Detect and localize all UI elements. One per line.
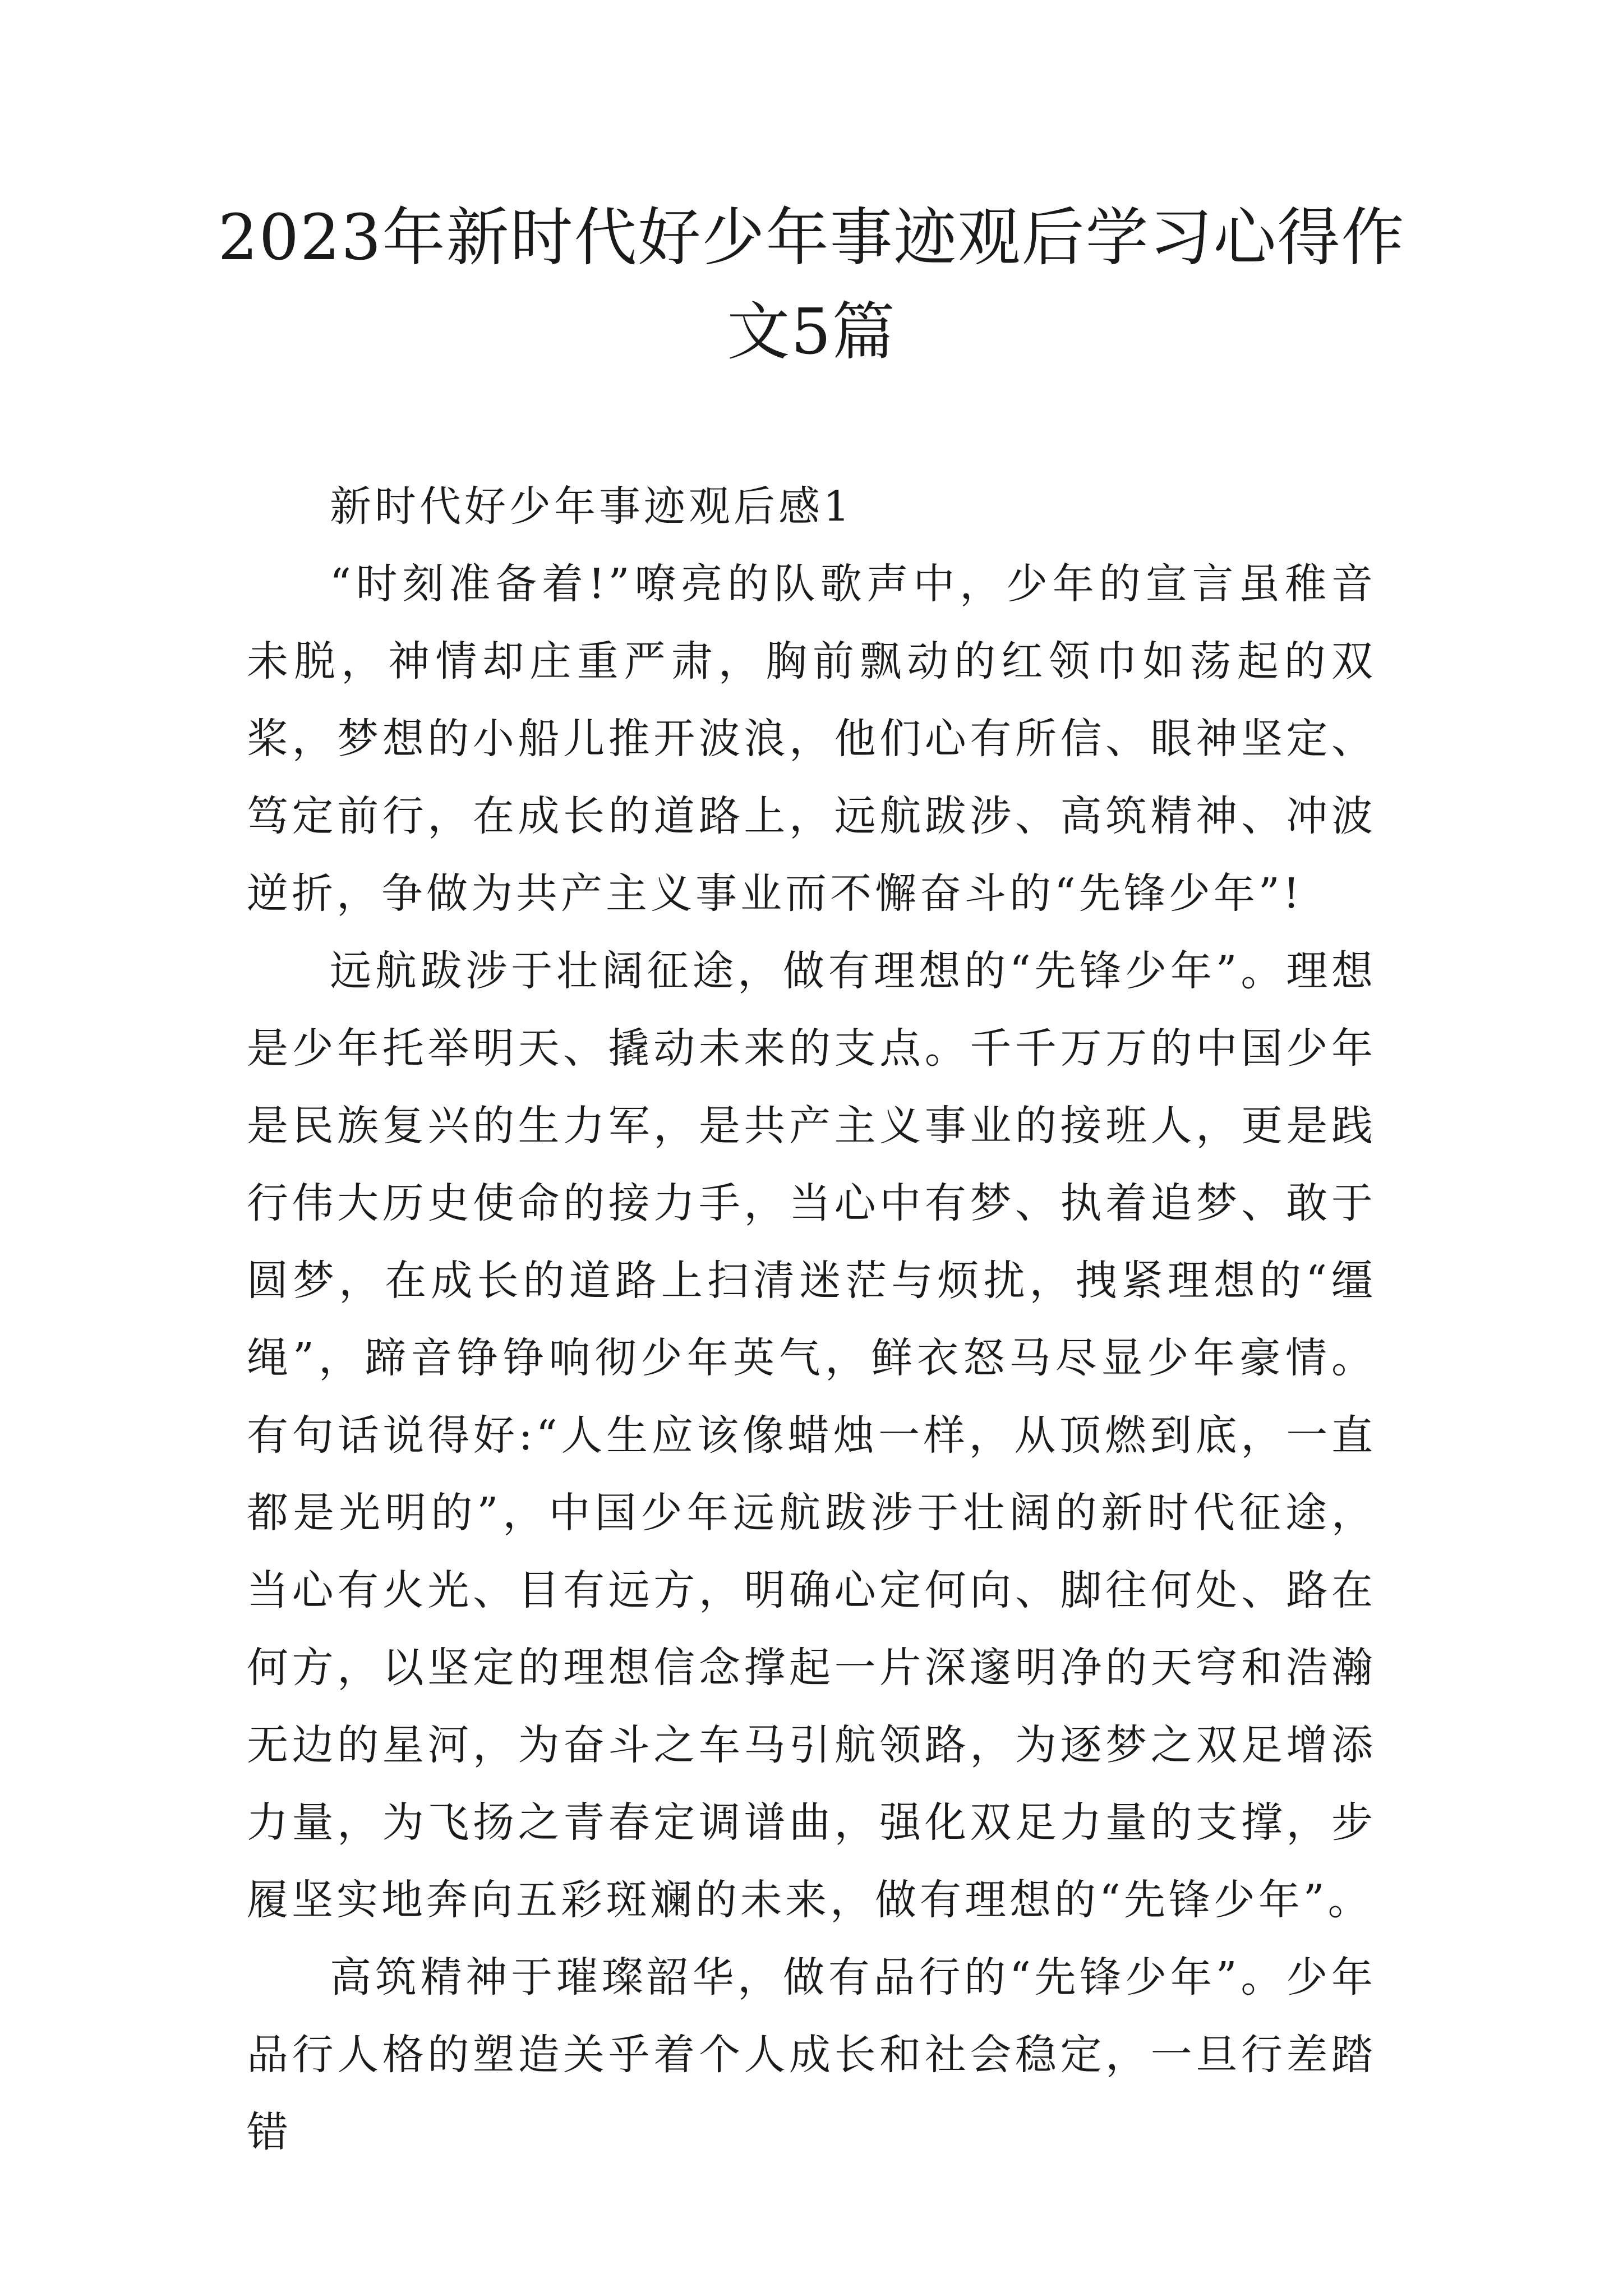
paragraph: “时刻准备着!”嘹亮的队歌声中，少年的宣言虽稚音未脱，神情却庄重严肃，胸前飘动的红领巾如荡起的双桨，梦想的小船儿推开波浪，他们心有所信、眼神坚定、笃定前行，在成长的道路上，远航跋涉、高筑精神、冲波逆折，争做为共产主义事业而不懈奋斗的“先锋少年”! [247,560,1376,918]
document-body [247,468,1376,2171]
section-heading: 新时代好少年事迹观后感1 [330,482,854,531]
document-title: 2023年新时代好少年事迹观后学习心得作文5篇 [218,201,1405,369]
paragraph: 高筑精神于璀璨韶华，做有品行的“先锋少年”。少年品行人格的塑造关乎着个人成长和社会稳定，一旦行差踏错 [247,1953,1376,2156]
paragraph: 远航跋涉于壮阔征途，做有理想的“先锋少年”。理想是少年托举明天、撬动未来的支点。千千万万的中国少年是民族复兴的生力军，是共产主义事业的接班人，更是践行伟大历史使命的接力手，当心中有梦、执着追梦、敢于圆梦，在成长的道路上扫清迷茫与烦扰，拽紧理想的“缰绳”，蹄音铮铮响彻少年英气，鲜衣怒马尽显少年豪情。有句话说得好:“人生应该像蜡烛一样，从顶燃到底，一直都是光明的”，中国少年远航跋涉于壮阔的新时代征途，当心有火光、目有远方，明确心定何向、脚往何处、路在何方，以坚定的理想信念撑起一片深邃明净的天穹和浩瀚无边的星河，为奋斗之车马引航领路，为逐梦之双足增添力量，为飞扬之青春定调谱曲，强化双足力量的支撑，步履坚实地奔向五彩斑斓的未来，做有理想的“先锋少年”。 [247,947,1376,1924]
